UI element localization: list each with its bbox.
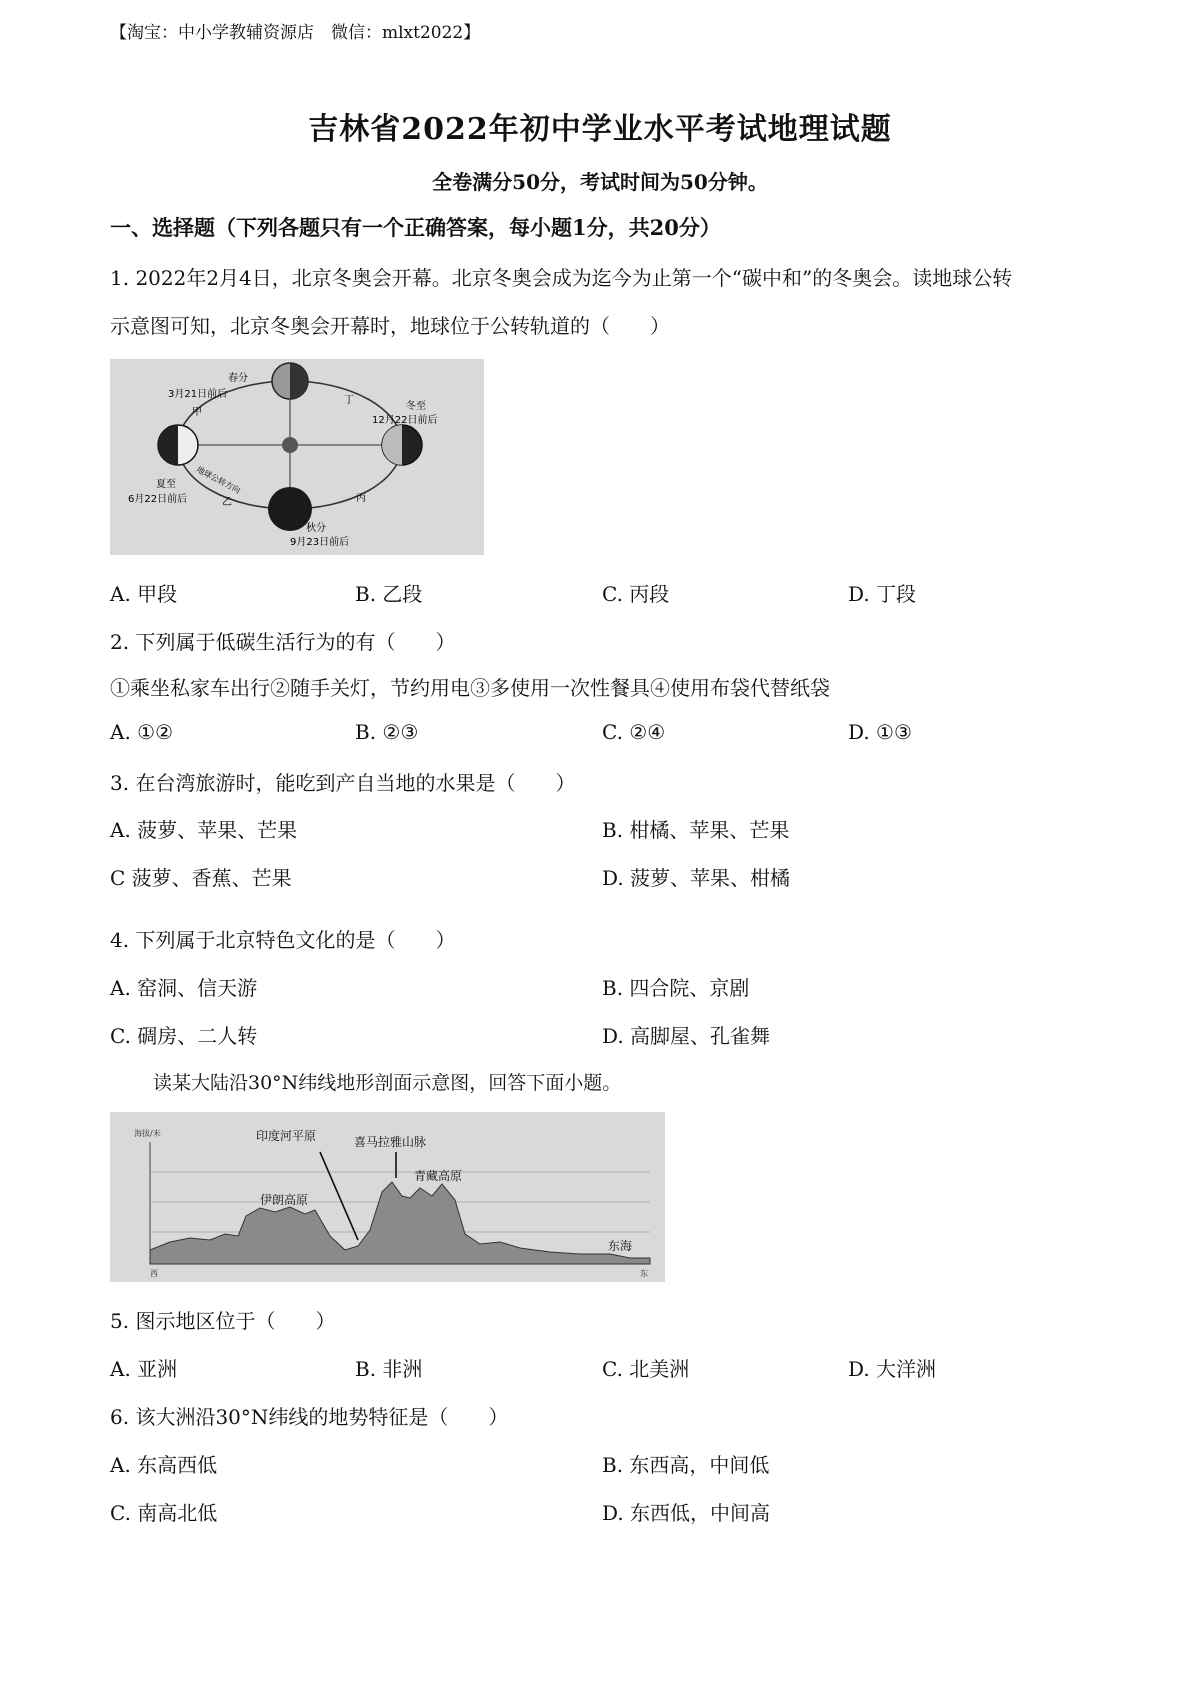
q3-option-c[interactable]: C 菠萝、香蕉、芒果 [110,866,292,890]
label-east: 东 [640,1269,648,1278]
q1-option-a[interactable]: A. 甲段 [110,582,178,606]
question-6-stem: 6. 该大洲沿30°N纬线的地势特征是（ ） [110,1405,509,1429]
question-4-stem: 4. 下列属于北京特色文化的是（ ） [110,928,456,952]
question-1-line-2: 示意图可知，北京冬奥会开幕时，地球位于公转轨道的（ ） [110,314,670,338]
label-revolution-direction: 地球公转方向 [195,464,242,496]
q2-option-d[interactable]: D. ①③ [848,720,912,744]
q4-option-d[interactable]: D. 高脚屋、孔雀舞 [602,1024,771,1048]
question-2-stem: 2. 下列属于低碳生活行为的有（ ） [110,630,456,654]
question-5-stem: 5. 图示地区位于（ ） [110,1309,336,1333]
page-header-watermark: 【淘宝：中小学教辅资源店 微信：mlxt2022】 [110,23,481,43]
label-winter: 冬至 [406,401,426,412]
indus-pointer-arrow [320,1152,358,1240]
terrain-profile-figure [110,1112,665,1282]
section-heading: 一、选择题（下列各题只有一个正确答案，每小题1分，共20分） [110,215,721,240]
label-iran-plateau: 伊朗高原 [260,1193,309,1207]
q5-option-a[interactable]: A. 亚洲 [110,1357,178,1381]
q2-option-a[interactable]: A. ①② [110,720,174,744]
label-west: 西 [150,1269,158,1278]
q1-option-d[interactable]: D. 丁段 [848,582,917,606]
question-2-items: ①乘坐私家车出行②随手关灯，节约用电③多使用一次性餐具④使用布袋代替纸袋 [110,676,830,700]
q6-option-c[interactable]: C. 南高北低 [110,1501,218,1525]
question-1-line-1: 1. 2022年2月4日，北京冬奥会开幕。北京冬奥会成为迄今为止第一个“碳中和”的冬奥会。读地球公转 [110,266,1013,290]
label-autumn-date: 9月23日前后 [290,537,350,548]
label-winter-date: 12月22日前后 [372,415,438,426]
earth-summer-icon [158,425,198,465]
earth-winter-icon [382,425,422,465]
q2-option-c[interactable]: C. ②④ [602,720,666,744]
page-title: 吉林省2022年初中学业水平考试地理试题 [308,112,892,147]
terrain-profile-shape [150,1182,650,1264]
sun-icon [282,437,298,453]
segment-bing: 丙 [356,493,366,504]
exam-subtitle: 全卷满分50分，考试时间为50分钟。 [432,170,768,194]
label-spring-date: 3月21日前后 [168,389,228,400]
questions-5-6-intro: 读某大陆沿30°N纬线地形剖面示意图，回答下面小题。 [153,1072,622,1094]
earth-orbit-figure [110,359,484,555]
earth-spring-icon [272,363,308,399]
segment-jia: 甲 [192,407,202,418]
q1-option-c[interactable]: C. 丙段 [602,582,670,606]
label-himalaya: 喜马拉雅山脉 [354,1135,427,1149]
label-east-china-sea: 东海 [608,1239,633,1253]
q4-option-a[interactable]: A. 窑洞、信天游 [110,976,258,1000]
q6-option-d[interactable]: D. 东西低，中间高 [602,1501,771,1525]
question-3-stem: 3. 在台湾旅游时，能吃到产自当地的水果是（ ） [110,771,576,795]
q3-option-a[interactable]: A. 菠萝、苹果、芒果 [110,818,298,842]
label-spring: 春分 [228,373,248,384]
q5-option-c[interactable]: C. 北美洲 [602,1357,690,1381]
q2-option-b[interactable]: B. ②③ [355,720,419,744]
q3-option-b[interactable]: B. 柑橘、苹果、芒果 [602,818,790,842]
q5-option-d[interactable]: D. 大洋洲 [848,1357,937,1381]
label-summer-date: 6月22日前后 [128,494,188,505]
label-summer: 夏至 [156,479,176,490]
q1-option-b[interactable]: B. 乙段 [355,582,423,606]
q4-option-c[interactable]: C. 碉房、二人转 [110,1024,258,1048]
q5-option-b[interactable]: B. 非洲 [355,1357,423,1381]
segment-yi: 乙 [222,497,232,508]
q6-option-a[interactable]: A. 东高西低 [110,1453,218,1477]
label-elevation-axis: 海拔/米 [134,1129,161,1138]
label-indus-plain: 印度河平原 [256,1129,317,1143]
label-qingzang-plateau: 青藏高原 [414,1169,463,1183]
label-autumn: 秋分 [306,523,326,534]
segment-ding: 丁 [344,395,354,406]
q3-option-d[interactable]: D. 菠萝、苹果、柑橘 [602,866,791,890]
q6-option-b[interactable]: B. 东西高，中间低 [602,1453,770,1477]
q4-option-b[interactable]: B. 四合院、京剧 [602,976,750,1000]
